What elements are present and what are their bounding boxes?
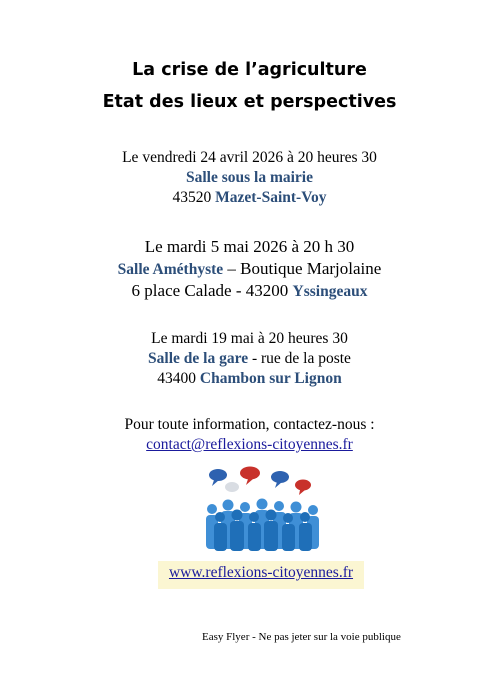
speech-bubble-icon [209,469,227,486]
event-1-town: Mazet-Saint-Voy [215,189,327,206]
event-1-venue-name: Salle sous la mairie [185,169,313,186]
event-2-venue-extra: – Boutique Marjolaine [223,259,382,278]
event-1-date: Le vendredi 24 avril 2026 à 20 heures 30 [122,149,377,166]
event-3-address [0,370,499,388]
event-3-venue [0,350,499,368]
speech-bubble-icon [225,482,239,492]
event-2-address [0,281,499,301]
page-subtitle: Etat des lieux et perspectives [102,92,397,112]
event-3-date: Le mardi 19 mai à 20 heures 30 [151,330,348,347]
event-1-venue [0,169,499,187]
speech-bubble-icon [295,480,311,496]
event-1-address [0,189,499,207]
event-2-town: Yssingeaux [292,283,368,300]
event-2-venue-name: Salle Améthyste [117,261,224,278]
crowd-with-speech-bubbles-icon [204,465,324,553]
event-3-venue-name: Salle de la gare [148,350,249,367]
event-3-town: Chambon sur Lignon [199,370,342,387]
footer-note: Easy Flyer - Ne pas jeter sur la voie publique [202,631,401,643]
speech-bubble-icon [240,467,260,486]
contact-intro: Pour toute information, contactez-nous : [124,416,375,433]
event-2-venue [0,259,499,279]
website-link[interactable]: www.reflexions-citoyennes.fr [168,564,354,581]
event-1-postcode: 43520 [172,189,212,206]
event-2-date: Le mardi 5 mai 2026 à 20 h 30 [144,237,355,256]
page-title: La crise de l’agriculture [132,60,367,80]
event-3-postcode: 43400 [157,370,196,387]
event-2-street: 6 place Calade - 43200 [131,281,289,300]
contact-email-row [0,436,499,454]
contact-email-link[interactable]: contact@reflexions-citoyennes.fr [146,436,353,453]
speech-bubble-icon [271,471,289,488]
event-3-venue-extra: - rue de la poste [248,350,351,367]
